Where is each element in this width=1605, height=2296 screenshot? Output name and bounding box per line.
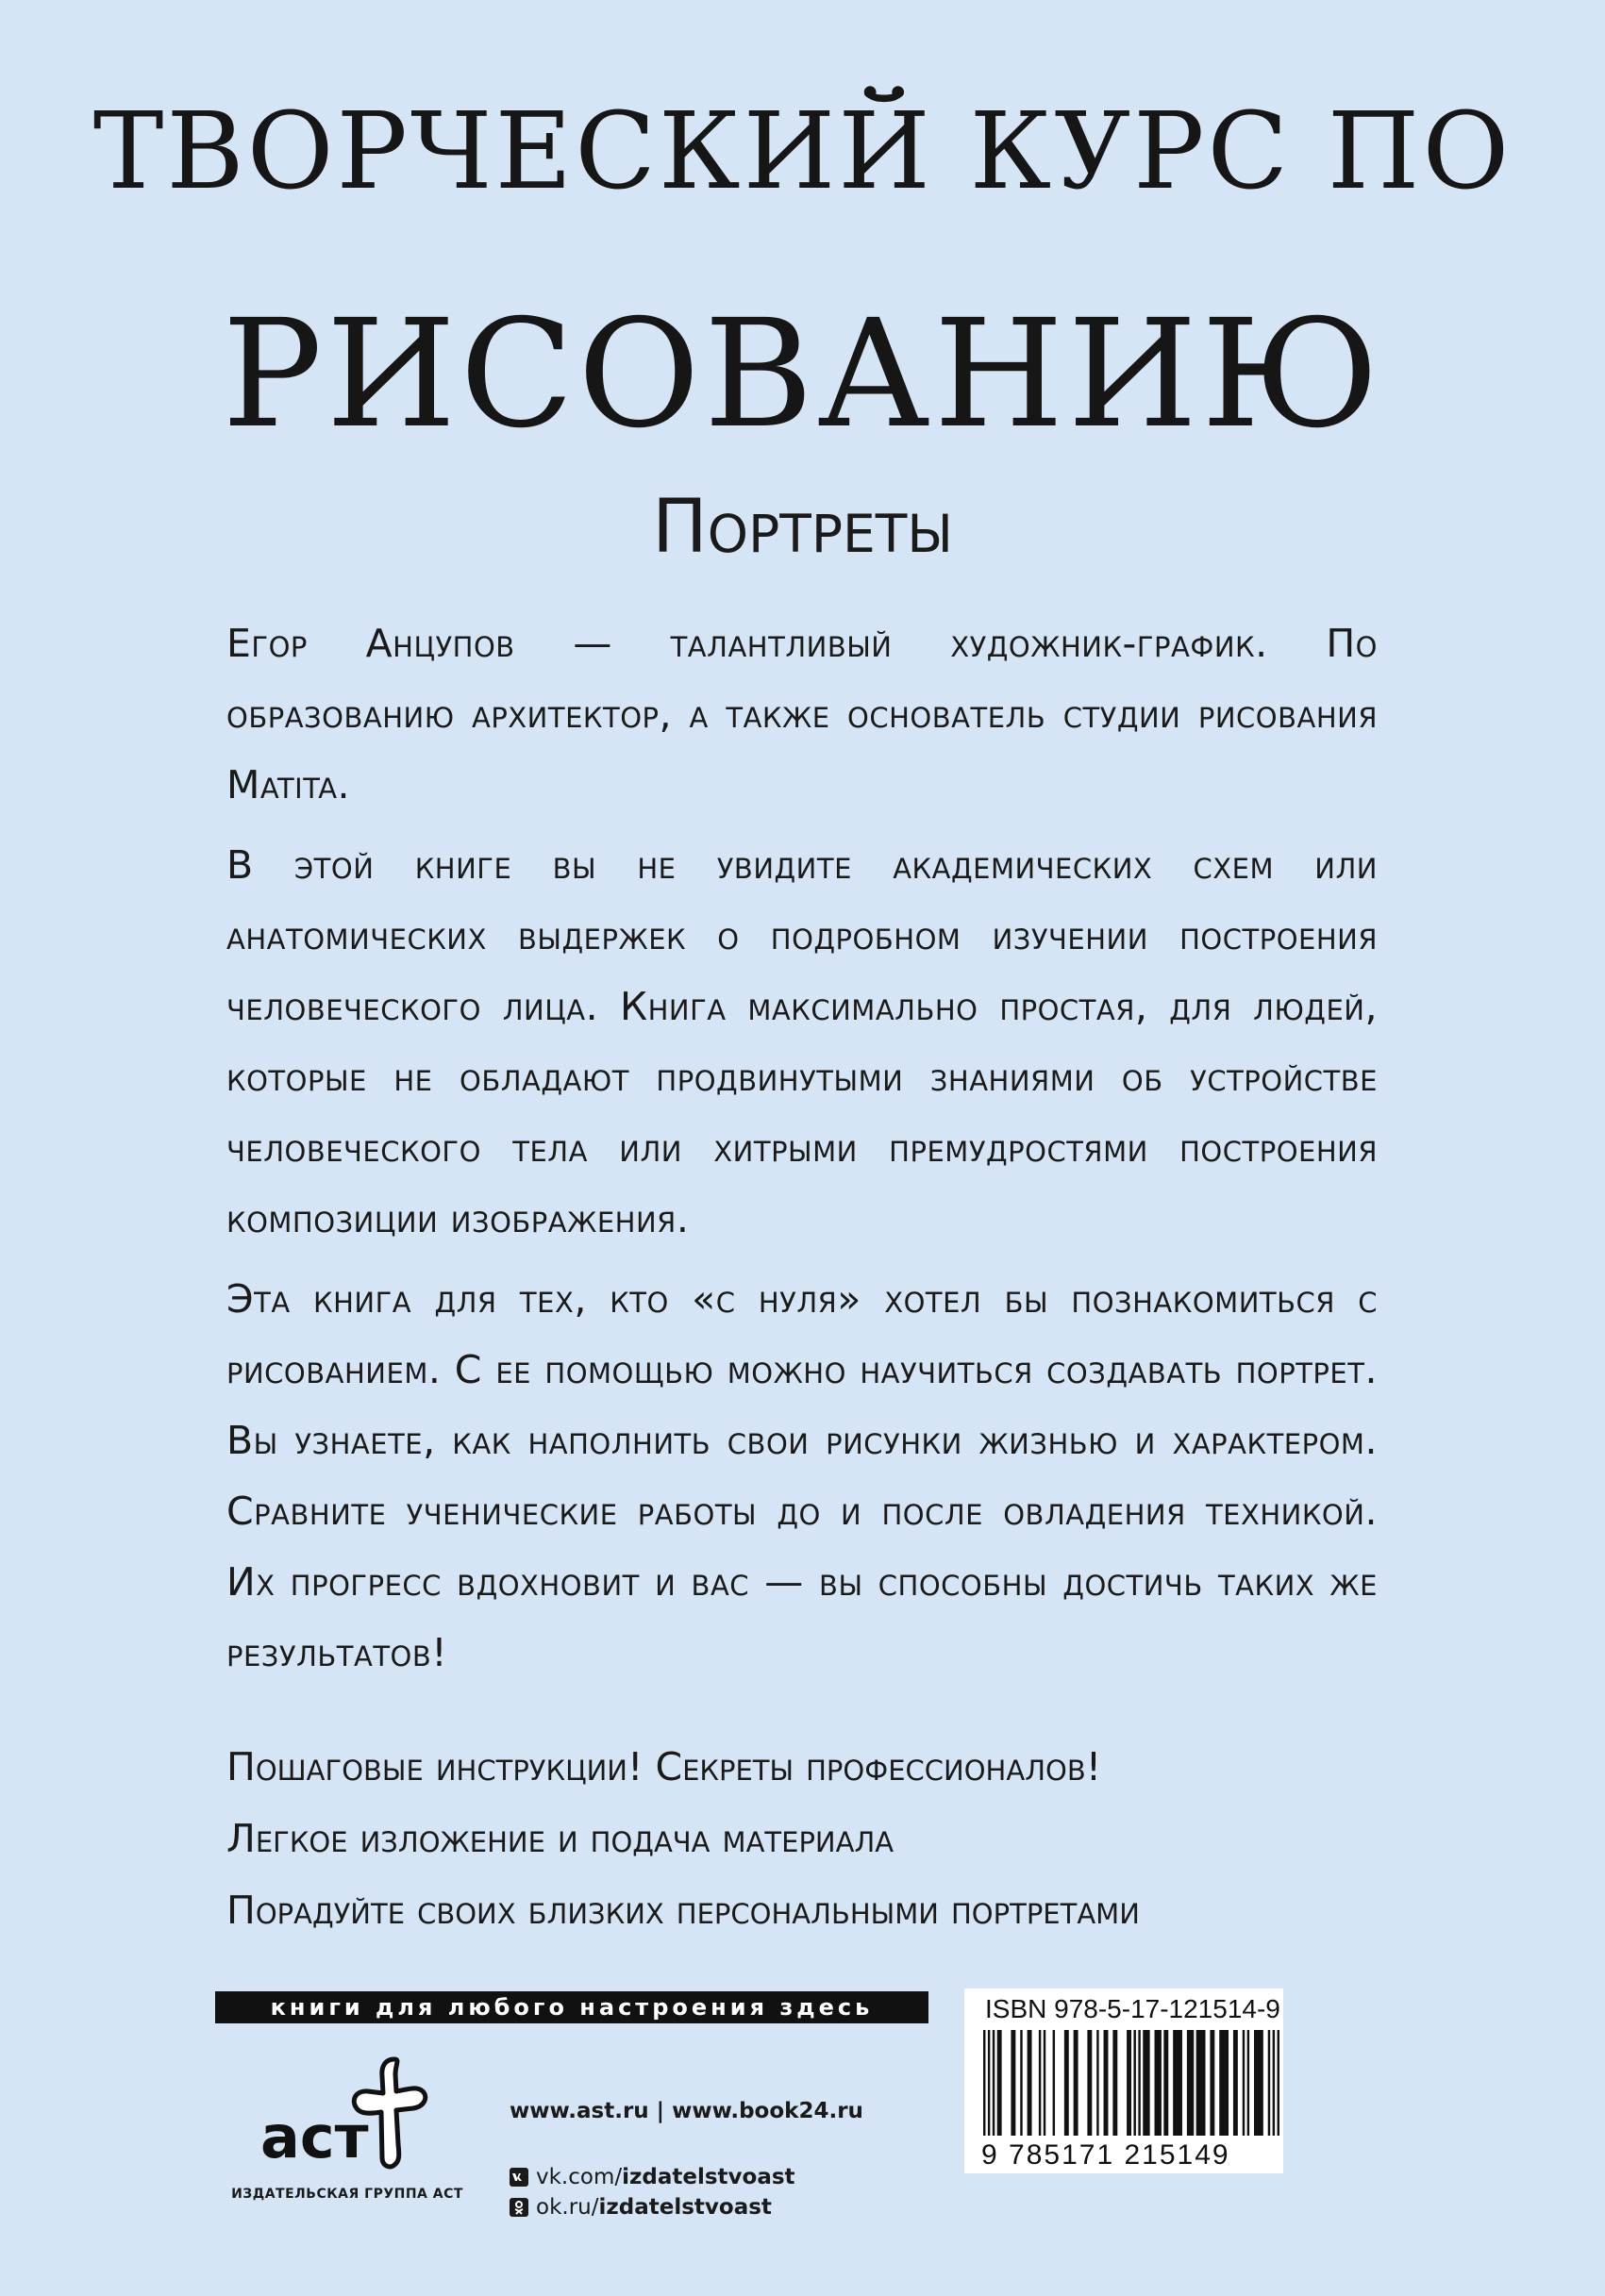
barcode-bar — [1219, 2030, 1229, 2136]
barcode-bar — [1196, 2030, 1206, 2136]
barcode-bar — [1053, 2030, 1055, 2136]
barcode-bar — [983, 2030, 985, 2136]
barcode-bar — [1155, 2030, 1162, 2136]
barcode-bar — [1247, 2030, 1249, 2136]
description-paragraph: Эта книга для тех, кто «с нуля» хотел бы познакомиться с рисованием. С ее помощью можно научиться создавать портрет. Вы узнаете, как наполнить свои рисунки жизнью и характером. Сравните ученические работы до и после овладения техникой. Их прогресс вдохновит и вас — вы способны достичь таких же результатов! — [226, 1276, 1378, 1675]
barcode-bar — [1039, 2030, 1041, 2136]
vk-icon — [510, 2168, 528, 2187]
subtitle: Портреты — [652, 485, 953, 570]
highlights-list — [226, 1731, 1378, 1946]
barcode-bar — [1187, 2030, 1194, 2136]
barcode-bar — [1210, 2030, 1214, 2136]
barcode-bar — [1104, 2030, 1109, 2136]
barcode-bar — [997, 2030, 1002, 2136]
publisher-links — [510, 2096, 863, 2222]
title-line-2: РИСОВАНИЮ — [222, 288, 1383, 461]
publisher-caption: ИЗДАТЕЛЬСКАЯ ГРУППА АСТ — [231, 2187, 463, 2202]
ok-handle: izdatelstvoast — [598, 2195, 772, 2220]
barcode-bar — [1011, 2030, 1015, 2136]
barcode-bar — [1133, 2030, 1135, 2136]
vk-handle: izdatelstvoast — [622, 2165, 795, 2189]
barcode-bar — [1173, 2030, 1182, 2136]
barcode-bar — [1233, 2030, 1238, 2136]
barcode-digits: 9 785171 215149 — [981, 2139, 1230, 2171]
barcode-bar — [1273, 2030, 1275, 2136]
barcode-bar — [1074, 2030, 1078, 2136]
publisher-logo-text: аст — [260, 2103, 369, 2171]
barcode-bar — [1044, 2030, 1045, 2136]
vk-prefix: vk.com/ — [536, 2165, 623, 2189]
barcode-bar — [1127, 2030, 1131, 2136]
publisher-tagline: книги для любого настроения здесь — [215, 1991, 928, 2023]
barcode-bar — [1064, 2030, 1069, 2136]
barcode-bar — [1138, 2030, 1140, 2136]
barcode-bar — [1028, 2030, 1032, 2136]
barcode-bar — [1143, 2030, 1149, 2136]
barcode-bar — [1268, 2030, 1270, 2136]
ok-icon — [510, 2198, 528, 2217]
highlight-item: Порадуйте своих близких персональными портретами — [226, 1888, 1140, 1933]
isbn: ISBN 978-5-17-121514-9 — [985, 1994, 1280, 2023]
barcode-bar — [1278, 2030, 1279, 2136]
barcode-bar — [1112, 2030, 1117, 2136]
barcode-bar — [993, 2030, 995, 2136]
vk-link[interactable] — [510, 2162, 863, 2192]
barcode-bar — [1163, 2030, 1168, 2136]
barcode — [981, 2030, 1283, 2136]
barcode-bar — [988, 2030, 990, 2136]
description-paragraph: Егор Анцупов — талантливый художник-график. По образованию архитектор, а также основатель студии рисования Matita. — [226, 621, 1378, 807]
publisher-logo — [253, 2052, 442, 2174]
ok-prefix: ok.ru/ — [536, 2195, 599, 2220]
barcode-bar — [1020, 2030, 1022, 2136]
description-paragraph: В этой книге вы не увидите академических схем или анатомических выдержек о подробном изучении построения человеческого лица. Книга максимально простая, для людей, которые не обладают продвинутыми знаниями об устройстве человеческого тела или хитрыми премудростями построения композиции изображения. — [226, 842, 1378, 1241]
website-links[interactable]: www.ast.ru | www.book24.ru — [510, 2099, 863, 2123]
description — [226, 608, 1378, 1698]
barcode-bar — [1087, 2030, 1092, 2136]
ok-link[interactable] — [510, 2192, 863, 2222]
barcode-bar — [1243, 2030, 1245, 2136]
barcode-bar — [1096, 2030, 1098, 2136]
highlight-item: Легкое изложение и подача материала — [226, 1816, 894, 1861]
highlight-item: Пошаговые инструкции! Секреты профессионалов! — [226, 1744, 1102, 1789]
title-line-1: ТВОРЧЕСКИЙ КУРС ПО — [92, 91, 1513, 213]
barcode-bar — [1254, 2030, 1263, 2136]
